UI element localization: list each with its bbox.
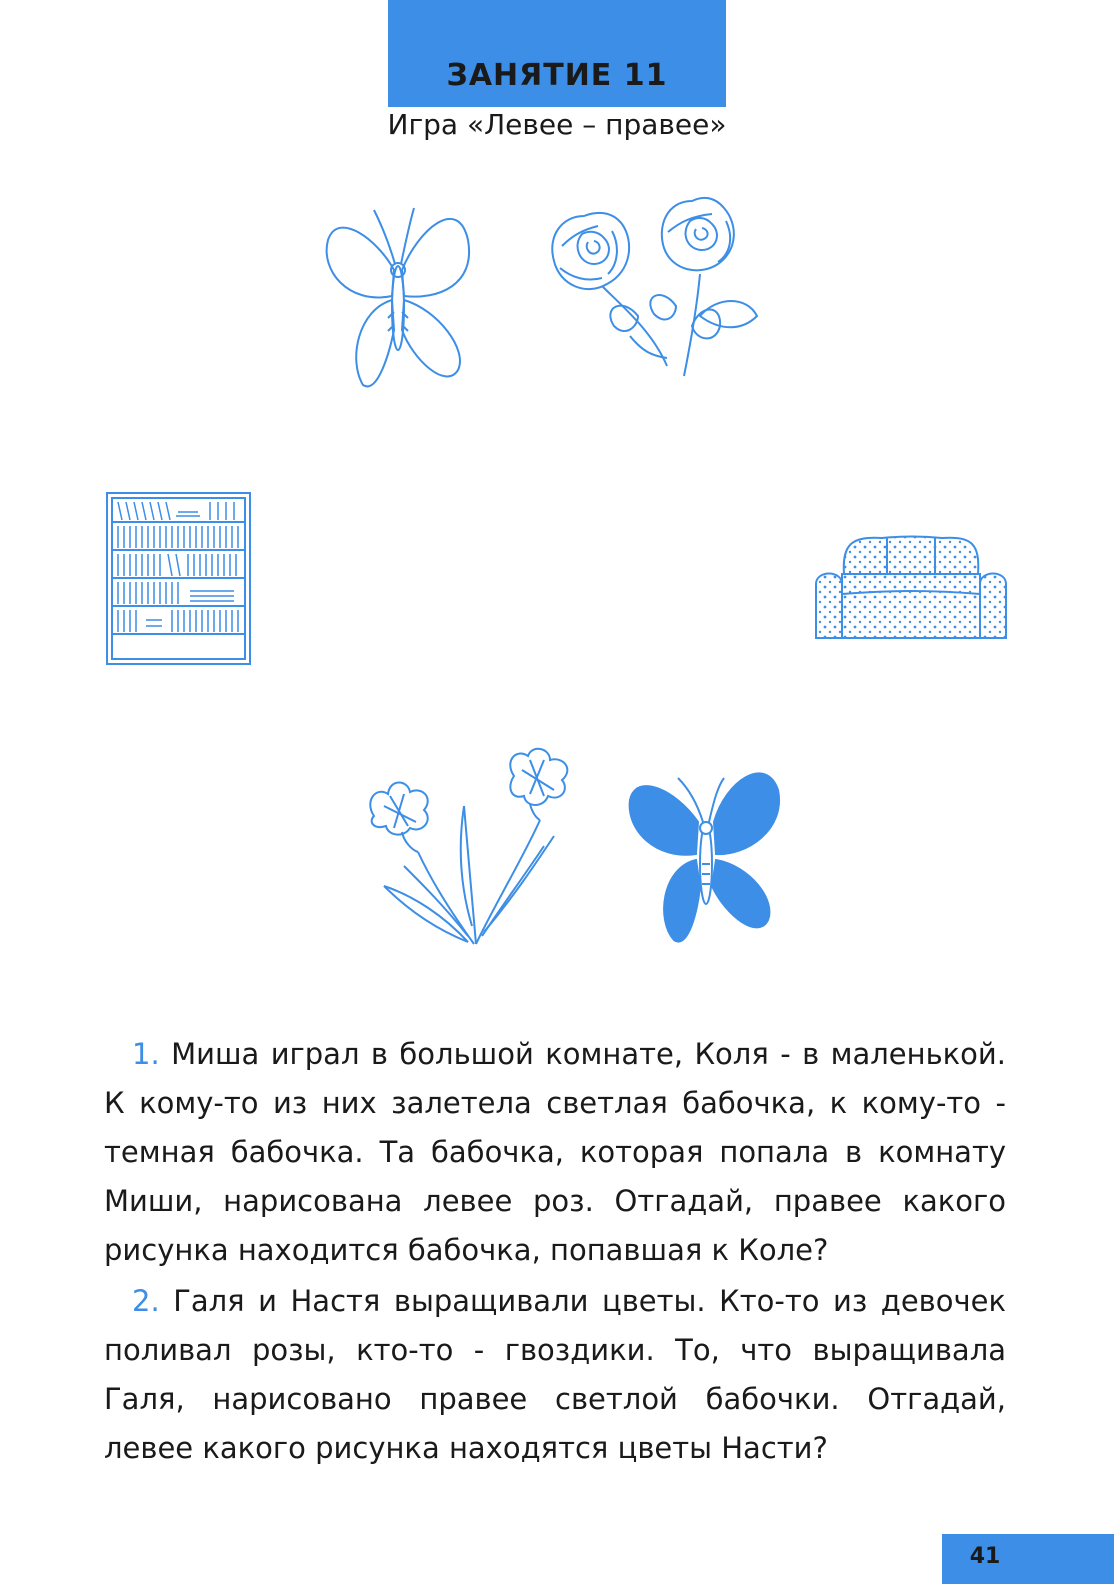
lesson-title: ЗАНЯТИЕ 11 <box>446 58 668 93</box>
problem-1 <box>104 1030 1006 1275</box>
sofa-icon <box>812 534 1010 642</box>
game-title: Игра «Левее – правее» <box>387 108 727 141</box>
problem-2 <box>104 1277 1006 1473</box>
carnations-icon <box>364 746 584 951</box>
problem-1-number: 1. <box>132 1037 160 1071</box>
light-butterfly-icon <box>318 200 478 395</box>
problem-1-text: Миша играл в большой комнате, Коля - в маленькой. К кому-то из них залетела светлая бабочка, к кому-то - темная бабочка. Та бабочка, которая попала в комнату Миши, нарисована левее роз. Отгадай, правее какого рисунка находится бабочка, попавшая к Коле? <box>104 1037 1006 1267</box>
problems <box>104 1030 1006 1475</box>
problem-2-number: 2. <box>132 1284 160 1318</box>
roses-icon <box>542 186 772 381</box>
dark-butterfly-icon <box>626 760 786 946</box>
page-number: 41 <box>969 1544 1001 1569</box>
problem-2-text: Галя и Настя выращивали цветы. Кто-то из девочек поливал розы, кто-то - гвоздики. То, что выращивала Галя, нарисовано правее светлой бабочки. Отгадай, левее какого рисунка находятся цветы Насти? <box>104 1284 1006 1465</box>
bookcase-icon <box>106 492 251 665</box>
